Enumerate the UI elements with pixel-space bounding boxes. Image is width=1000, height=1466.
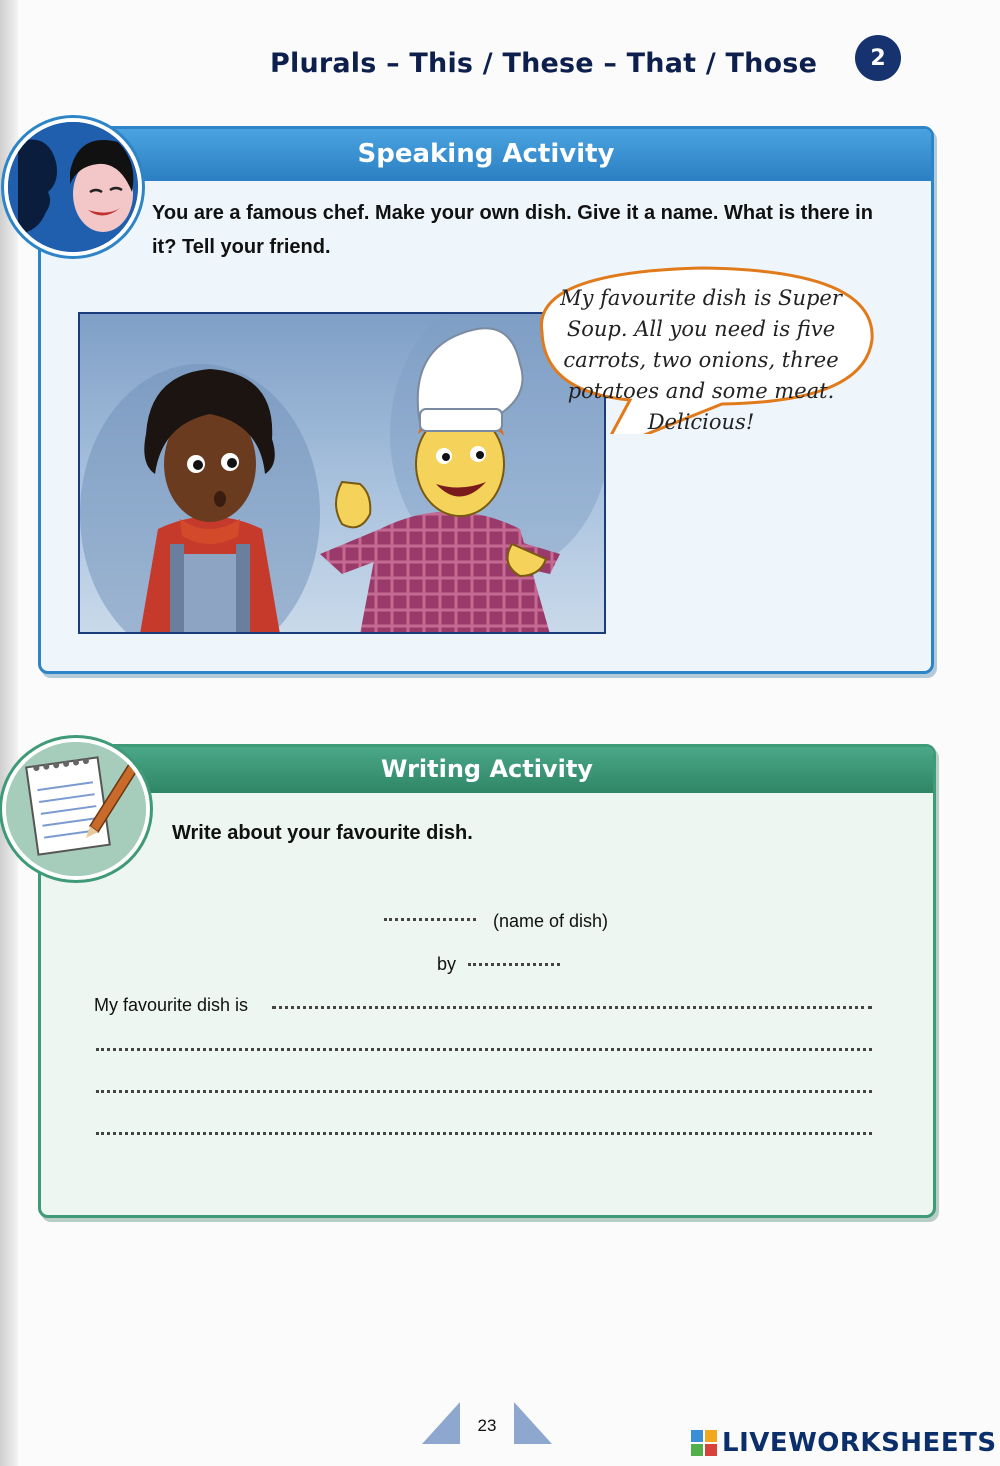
writing-title: Writing Activity: [381, 755, 593, 783]
author-name-blank[interactable]: [468, 963, 560, 966]
page-number: 23: [477, 1416, 497, 1435]
writing-header-bar: [41, 747, 933, 793]
speaking-title: Speaking Activity: [357, 139, 615, 169]
writing-line-2[interactable]: [96, 1048, 872, 1051]
liveworksheets-brand: [690, 1425, 997, 1461]
writing-line-1[interactable]: [272, 1006, 872, 1009]
page-title: Plurals – This / These – That / Those: [270, 48, 818, 79]
speaking-instruction: You are a famous chef. Make your own dish. Give it a name. What is there in it? Tell your friend.: [152, 202, 873, 258]
writing-instruction: Write about your favourite dish.: [172, 822, 473, 844]
writing-line-4[interactable]: [96, 1132, 872, 1135]
unit-number-badge: 2: [855, 35, 901, 81]
speaking-faces-icon: [4, 118, 142, 256]
speech-bubble-text: My favourite dish is Super Soup. All you need is five carrots, two onions, three potatoes and some meat. Delicious!: [560, 286, 842, 434]
brand-name: LIVEWORKSHEETS: [722, 1428, 997, 1458]
writing-activity-panel: [38, 744, 936, 1218]
writing-line-3[interactable]: [96, 1090, 872, 1093]
dish-name-blank[interactable]: [384, 918, 476, 921]
notepad-pencil-icon: [2, 738, 150, 880]
liveworksheets-logo-icon: [690, 1429, 718, 1457]
speaking-header-bar: [41, 129, 931, 181]
by-label: by: [437, 954, 457, 974]
name-of-dish-label: (name of dish): [493, 911, 609, 931]
favourite-dish-prompt: My favourite dish is: [94, 995, 249, 1015]
page-number-tab: [422, 1402, 552, 1444]
